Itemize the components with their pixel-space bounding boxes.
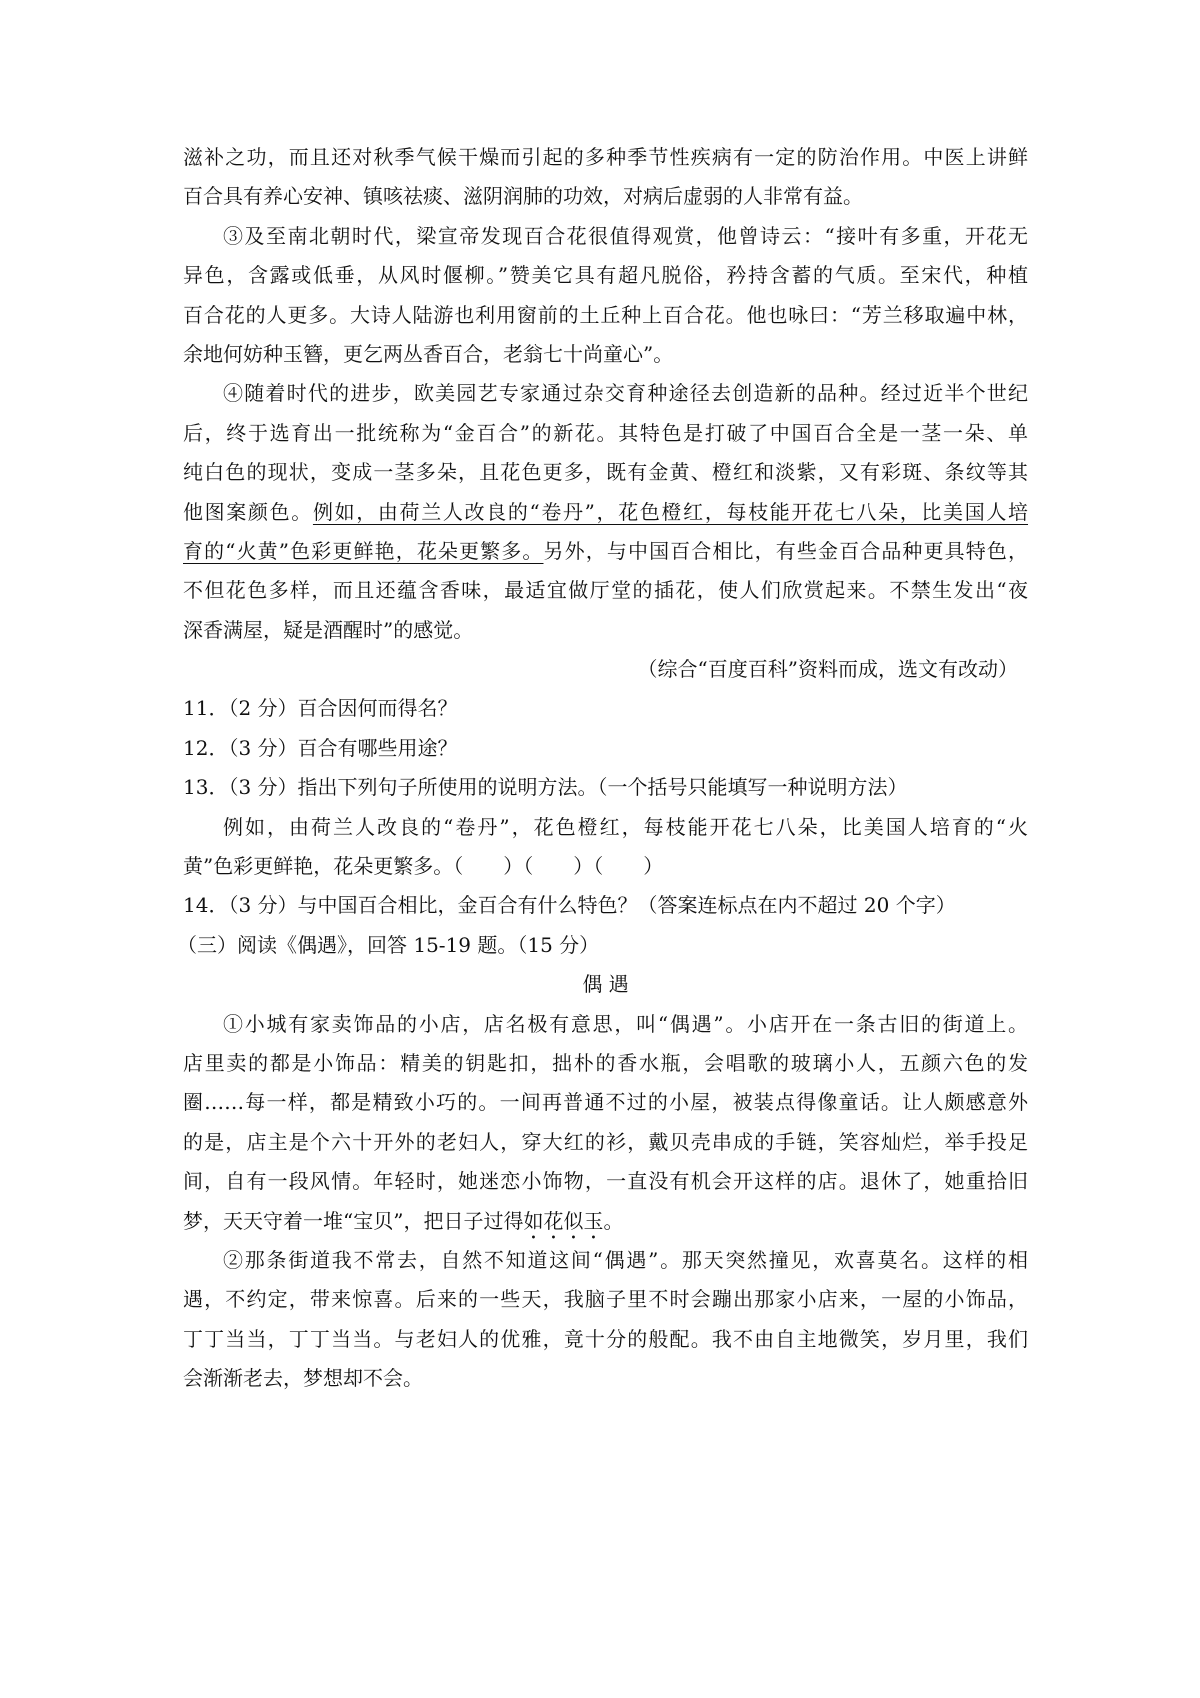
passage-line: 不但花色多样，而且还蕴含香味，最适宜做厅堂的插花，使人们欣赏起来。不禁生发出“夜 xyxy=(183,578,1028,603)
document-page xyxy=(177,138,1029,1399)
passage-text: 。 xyxy=(603,1208,624,1233)
passage-line: 的是，店主是个六十开外的老妇人，穿大红的衫，戴贝壳串成的手链，笑容灿烂，举手投足 xyxy=(183,1129,1028,1154)
passage-line: 异色，含露或低垂，从风时偃柳。”赞美它具有超凡脱俗，矜持含蓄的气质。至宋代，种植 xyxy=(183,263,1028,288)
passage-line: 纯白色的现状，变成一茎多朵，且花色更多，既有金黄、橙红和淡紫，又有彩斑、条纹等其 xyxy=(183,460,1028,485)
passage-line: 深香满屋，疑是酒醒时”的感觉。 xyxy=(183,617,474,642)
passage-line: ②那条街道我不常去，自然不知道这间“偶遇”。那天突然撞见，欢喜莫名。这样的相 xyxy=(223,1247,1028,1272)
section-heading: （三）阅读《偶遇》，回答 15-19 题。（15 分） xyxy=(177,932,600,957)
passage-text: 他图案颜色。 xyxy=(183,499,313,524)
passage-line: 百合花的人更多。大诗人陆游也利用窗前的土丘种上百合花。他也咏曰：“芳兰移取遍中林， xyxy=(183,302,1028,327)
question-13-sentence: 例如，由荷兰人改良的“卷丹”，花色橙红，每枝能开花七八朵，比美国人培育的“火 xyxy=(223,814,1028,839)
passage-line xyxy=(183,493,1028,532)
passage-line: 间，自有一段风情。年轻时，她迷恋小饰物，一直没有机会开这样的店。退休了，她重拾旧 xyxy=(183,1169,1028,1194)
passage-line xyxy=(183,1202,1028,1241)
question-12: 12．（3 分）百合有哪些用途？ xyxy=(183,735,458,760)
question-11: 11．（2 分）百合因何而得名？ xyxy=(183,696,458,721)
passage-line: 圈……每一样，都是精致小巧的。一间再普通不过的小屋，被装点得像童话。让人颇感意外 xyxy=(183,1090,1028,1115)
passage-line: 滋补之功，而且还对秋季气候干燥而引起的多种季节性疾病有一定的防治作用。中医上讲鲜 xyxy=(183,145,1028,169)
source-note: （综合“百度百科”资料而成，选文有改动） xyxy=(637,657,1018,682)
passage-line: 会渐渐老去，梦想却不会。 xyxy=(183,1366,423,1391)
emphasized-phrase: 如花似玉 xyxy=(523,1208,604,1233)
question-13: 13．（3 分）指出下列句子所使用的说明方法。（一个括号只能填写一种说明方法） xyxy=(183,775,908,800)
passage-text: 另外，与中国百合相比，有些金百合品种更具特色， xyxy=(543,538,1029,563)
underlined-sentence: 育的“火黄”色彩更鲜艳，花朵更繁多。 xyxy=(183,538,544,563)
article-title: 偶 遇 xyxy=(582,972,629,997)
passage-line xyxy=(183,532,1028,571)
passage-line: ③及至南北朝时代，梁宣帝发现百合花很值得观赏，他曾诗云：“接叶有多重，开花无 xyxy=(223,223,1028,248)
passage-line: ④随着时代的进步，欧美园艺专家通过杂交育种途径去创造新的品种。经过近半个世纪 xyxy=(223,381,1028,406)
passage-text: 梦，天天守着一堆“宝贝”，把日子过得 xyxy=(183,1208,524,1233)
passage-line: ①小城有家卖饰品的小店，店名极有意思，叫“偶遇”。小店开在一条古旧的街道上。 xyxy=(223,1011,1028,1036)
passage-line: 店里卖的都是小饰品：精美的钥匙扣，拙朴的香水瓶，会唱歌的玻璃小人，五颜六色的发 xyxy=(183,1050,1028,1075)
passage-line: 丁丁当当，丁丁当当。与老妇人的优雅，竟十分的般配。我不由自主地微笑，岁月里，我们 xyxy=(183,1326,1028,1351)
question-13-sentence: 黄”色彩更鲜艳，花朵更繁多。（ ）（ ）（ ） xyxy=(183,854,664,879)
passage-line: 遇，不约定，带来惊喜。后来的一些天，我脑子里不时会蹦出那家小店来，一屋的小饰品， xyxy=(183,1287,1028,1312)
passage-line: 后，终于选育出一批统称为“金百合”的新花。其特色是打破了中国百合全是一茎一朵、单 xyxy=(183,420,1028,445)
passage-line: 百合具有养心安神、镇咳祛痰、滋阴润肺的功效，对病后虚弱的人非常有益。 xyxy=(183,184,863,209)
passage-line: 余地何妨种玉簪，更乞两丛香百合，老翁七十尚童心”。 xyxy=(183,341,674,366)
question-14: 14．（3 分）与中国百合相比，金百合有什么特色？（答案连标点在内不超过 20 个字） xyxy=(183,893,956,918)
underlined-sentence: 例如，由荷兰人改良的“卷丹”，花色橙红，每枝能开花七八朵，比美国人培 xyxy=(312,499,1029,524)
